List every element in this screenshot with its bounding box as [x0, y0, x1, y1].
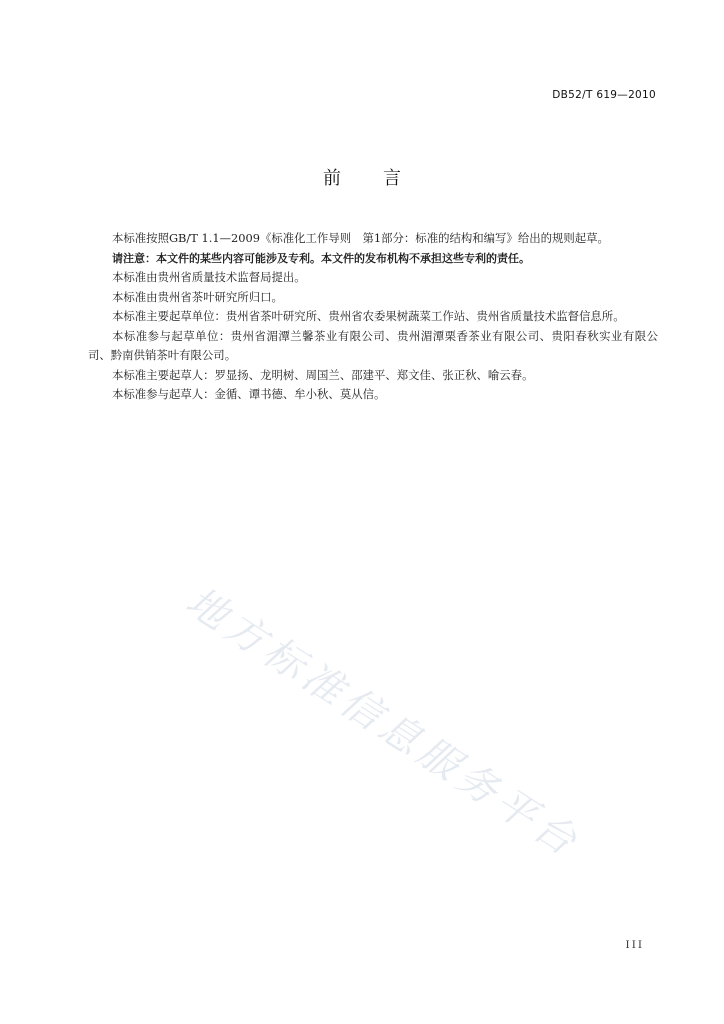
foreword-body: [88, 229, 658, 405]
page-number: III: [625, 939, 644, 951]
paragraph-centralized-unit: 本标准由贵州省茶叶研究所归口。: [112, 289, 283, 304]
section-heading: 前言: [323, 168, 443, 189]
paragraph-main-drafting-units: 本标准主要起草单位：贵州省茶叶研究所、贵州省农委果树蔬菜工作站、贵州省质量技术监督信息所。: [112, 309, 625, 323]
paragraph-patent-notice: 请注意：本文件的某些内容可能涉及专利。本文件的发布机构不承担这些专利的责任。: [112, 251, 530, 265]
paragraph-participating-units: 本标准参与起草单位：贵州省湄潭兰馨茶业有限公司、贵州湄潭栗香茶业有限公司、贵阳春秋实业有限公司、黔南供销茶叶有限公司。: [88, 328, 658, 362]
paragraph-proposer: 本标准由贵州省质量技术监督局提出。: [112, 270, 306, 284]
paragraph-participating-drafters: 本标准参与起草人：金循、谭书德、牟小秋、莫从信。: [112, 387, 386, 401]
paragraph-drafting-rules: 本标准按照GB/T 1.1—2009《标准化工作导则 第1部分：标准的结构和编写》给出的规则起草。: [112, 231, 609, 245]
document-code: DB52/T 619—2010: [552, 89, 656, 101]
watermark: 地方标准信息服务平台: [177, 578, 589, 868]
paragraph-main-drafters: 本标准主要起草人：罗显扬、龙明树、周国兰、邵建平、郑文佳、张正秋、喻云春。: [112, 367, 534, 382]
